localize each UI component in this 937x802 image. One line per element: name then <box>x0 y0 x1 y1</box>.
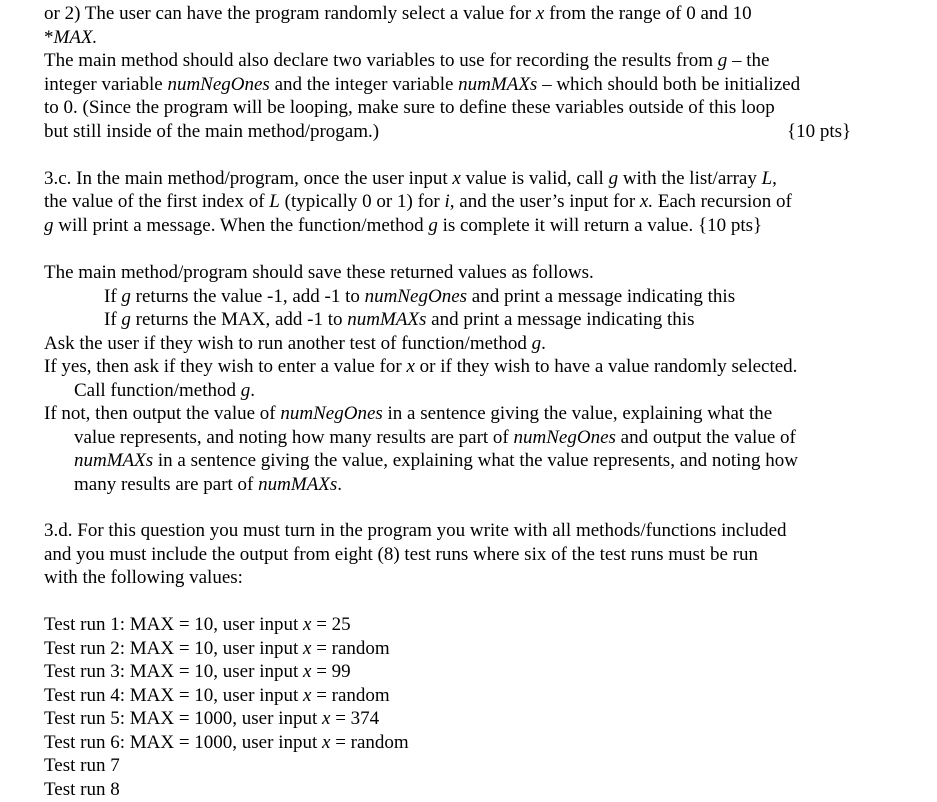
text: in a sentence giving the value, explaining what the value represents, and noting how <box>153 450 798 471</box>
text: but still inside of the main method/progam.) <box>44 121 380 142</box>
var-x: x <box>303 685 312 706</box>
var-x: x <box>322 708 331 729</box>
returns-line-1: The main method/program should save these returned values as follows. <box>44 262 594 283</box>
var-numnegones: numNegOnes <box>513 427 616 448</box>
text: Each recursion of <box>653 191 792 212</box>
text: = random <box>311 685 390 706</box>
text: Test run 5: MAX = 1000, user input <box>44 708 323 729</box>
returns-line-3 <box>104 308 694 332</box>
text: – the <box>727 50 770 71</box>
returns-line-6 <box>74 379 255 403</box>
text: returns the value -1, add -1 to <box>130 286 365 307</box>
text: = random <box>311 638 390 659</box>
text: Test run 7 <box>44 755 120 776</box>
text: returns the MAX, add -1 to <box>130 309 348 330</box>
sec3d-line-1: 3.d. For this question you must turn in the program you write with all methods/functions included <box>44 520 787 541</box>
text: Test run 3: MAX = 10, user input <box>44 661 304 682</box>
var-l: L <box>269 191 280 212</box>
returns-line-5 <box>44 355 797 379</box>
returns-line-10 <box>74 473 342 497</box>
intro-line-5 <box>44 96 775 120</box>
var-numnegones: numNegOnes <box>364 286 468 307</box>
text: and output the value of <box>615 427 796 448</box>
intro-line-6 <box>44 120 379 144</box>
returns-line-7 <box>44 402 772 426</box>
returns-line-4 <box>44 332 546 356</box>
text: the value of the first index of <box>44 191 270 212</box>
var-g: g <box>121 286 131 307</box>
var-g: g <box>428 215 438 236</box>
text: – which should both be initialized <box>537 74 801 95</box>
text: Test run 8 <box>44 779 120 800</box>
var-nummaxs: numMAXs <box>347 309 427 330</box>
var-x: x <box>406 356 415 377</box>
text: Test run 1: MAX = 10, user input <box>44 614 304 635</box>
text: is complete it will return a value. {10 pts} <box>437 215 763 236</box>
returns-line-8 <box>74 426 796 450</box>
sec3d-line-2: and you must include the output from eight (8) test runs where six of the test runs must be run <box>44 544 758 565</box>
var-g: g <box>240 380 251 401</box>
text: in a sentence giving the value, explaining what the <box>382 403 773 424</box>
var-nummaxs: numMAXs <box>258 474 338 495</box>
text: with the list/array <box>618 168 762 189</box>
intro-line-3 <box>44 49 770 73</box>
sec3c-line-1 <box>44 167 777 191</box>
text: value represents, and noting how many results are part of <box>74 427 514 448</box>
var-x: x <box>452 168 461 189</box>
test-run-1 <box>44 613 351 637</box>
var-g: g <box>121 309 131 330</box>
points-label: {10 pts} <box>787 121 852 142</box>
var-g: g <box>608 168 619 189</box>
var-l: L <box>761 168 773 189</box>
text: (typically 0 or 1) for <box>279 191 445 212</box>
text: integer variable <box>44 74 168 95</box>
text: = random <box>330 732 409 753</box>
text: Test run 4: MAX = 10, user input <box>44 685 304 706</box>
sec3c-line-3 <box>44 214 762 238</box>
returns-line-2 <box>104 285 735 309</box>
var-g: g <box>717 50 728 71</box>
test-run-7 <box>44 754 120 778</box>
text: . <box>541 333 546 354</box>
var-x: x. <box>639 191 654 212</box>
sec3d-line-3: with the following values: <box>44 567 243 588</box>
text: 3.c. In the main method/program, once the user input <box>44 168 453 189</box>
text: If <box>104 309 122 330</box>
test-run-5 <box>44 707 379 731</box>
test-run-4 <box>44 684 390 708</box>
var-x: x <box>303 638 312 659</box>
var-numnegones: numNegOnes <box>280 403 383 424</box>
var-x: x <box>303 661 312 682</box>
text: to 0. (Since the program will be looping, make sure to define these variables outside of this loop <box>44 97 775 118</box>
var-x: x <box>303 614 312 635</box>
var-x: x <box>535 3 545 24</box>
var-nummaxs: numMAXs <box>74 450 154 471</box>
var-max: MAX. <box>53 27 98 48</box>
var-x: x <box>322 732 331 753</box>
returns-line-9 <box>74 449 798 473</box>
var-nummaxs: numMAXs <box>458 74 538 95</box>
text: Call function/method <box>74 380 241 401</box>
text: * <box>44 27 54 48</box>
text: and print a message indicating this <box>467 286 736 307</box>
test-run-6 <box>44 731 409 755</box>
intro-line-1 <box>44 2 752 26</box>
text: , and the user’s input for <box>449 191 640 212</box>
text: Ask the user if they wish to run another test of function/method <box>44 333 532 354</box>
text: If not, then output the value of <box>44 403 281 424</box>
text: = 99 <box>311 661 351 682</box>
intro-line-4 <box>44 73 800 97</box>
var-i: i <box>444 191 450 212</box>
text: Test run 6: MAX = 1000, user input <box>44 732 323 753</box>
text: , <box>772 168 777 189</box>
text: Test run 2: MAX = 10, user input <box>44 638 304 659</box>
text: value is valid, call <box>460 168 609 189</box>
text: and print a message indicating this <box>426 309 695 330</box>
text: many results are part of <box>74 474 259 495</box>
var-g: g <box>44 215 54 236</box>
text: or if they wish to have a value randomly selected. <box>414 356 798 377</box>
var-g: g <box>531 333 542 354</box>
text: . <box>250 380 256 401</box>
text: and the integer variable <box>269 74 459 95</box>
text: = 374 <box>330 708 380 729</box>
text: . <box>337 474 343 495</box>
test-run-3 <box>44 660 351 684</box>
text: will print a message. When the function/method <box>53 215 429 236</box>
var-numnegones: numNegOnes <box>167 74 270 95</box>
test-run-2 <box>44 637 390 661</box>
text: or 2) The user can have the program randomly select a value for <box>44 3 536 24</box>
sec3c-line-2 <box>44 190 792 214</box>
text: The main method should also declare two variables to use for recording the results from <box>44 50 718 71</box>
text: If <box>104 286 122 307</box>
text: If yes, then ask if they wish to enter a value for <box>44 356 407 377</box>
text: from the range of 0 and 10 <box>544 3 752 24</box>
intro-line-2 <box>44 26 97 50</box>
test-run-8 <box>44 778 120 802</box>
text: = 25 <box>311 614 351 635</box>
